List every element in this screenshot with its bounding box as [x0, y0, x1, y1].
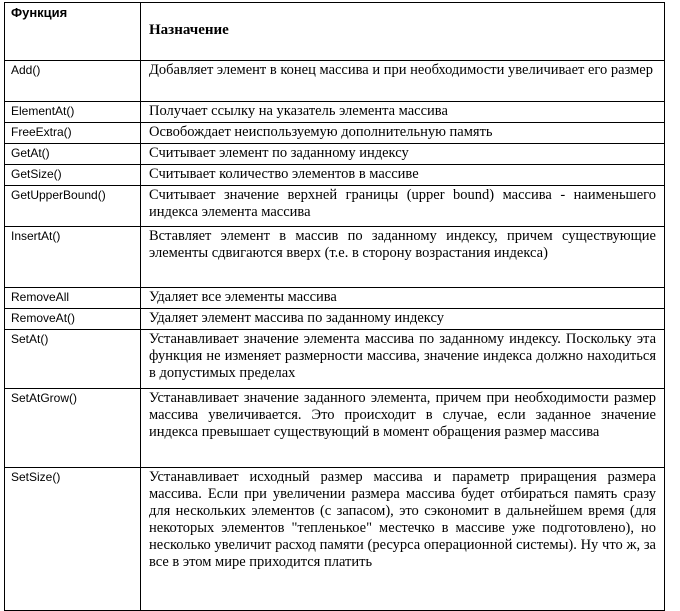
function-description: Устанавливает исходный размер массива и параметр приращения размера массива. Если при увеличении размера массива будет отбираться память сразу для нескольких элементов (с запасом), это сэкономит в дальнейшем время (для некоторых элементов "тепленькое" местечко в массиве уже подготовлено), но несколько увеличит расход памяти (ресурса операционной системы). Ну что ж, за все в этом мире приходится платить	[141, 468, 665, 611]
function-name: InsertAt()	[5, 227, 141, 288]
function-name: GetSize()	[5, 165, 141, 186]
function-description: Удаляет элемент массива по заданному индексу	[141, 309, 665, 330]
function-name: GetUpperBound()	[5, 186, 141, 227]
header-purpose: Назначение	[141, 3, 665, 61]
function-name: RemoveAt()	[5, 309, 141, 330]
function-description: Получает ссылку на указатель элемента массива	[141, 102, 665, 123]
table-row	[5, 389, 665, 468]
function-description: Освобождает неиспользуемую дополнительную память	[141, 123, 665, 144]
table-row	[5, 61, 665, 102]
table-row	[5, 330, 665, 389]
function-name: GetAt()	[5, 144, 141, 165]
table-row	[5, 288, 665, 309]
header-function: Функция	[5, 3, 141, 61]
function-description: Устанавливает значение заданного элемента, причем при необходимости размер массива увеличивается. Это происходит в случае, если заданное значение индекса превышает существующий в момент обращения размер массива	[141, 389, 665, 468]
table-row	[5, 186, 665, 227]
table-row	[5, 468, 665, 611]
table-row	[5, 165, 665, 186]
function-description: Удаляет все элементы массива	[141, 288, 665, 309]
table-row	[5, 102, 665, 123]
functions-table	[4, 2, 665, 611]
function-name: RemoveAll	[5, 288, 141, 309]
function-description: Вставляет элемент в массив по заданному индексу, причем существующие элементы сдвигаются вверх (т.е. в сторону возрастания индекса)	[141, 227, 665, 288]
function-name: FreeExtra()	[5, 123, 141, 144]
function-name: SetAt()	[5, 330, 141, 389]
function-name: SetSize()	[5, 468, 141, 611]
table-row	[5, 144, 665, 165]
function-name: Add()	[5, 61, 141, 102]
function-name: SetAtGrow()	[5, 389, 141, 468]
function-description: Считывает значение верхней границы (upper bound) массива - наименьшего индекса элемента массива	[141, 186, 665, 227]
function-description: Считывает элемент по заданному индексу	[141, 144, 665, 165]
function-description: Добавляет элемент в конец массива и при необходимости увеличивает его размер	[141, 61, 665, 102]
function-description: Считывает количество элементов в массиве	[141, 165, 665, 186]
function-name: ElementAt()	[5, 102, 141, 123]
function-description: Устанавливает значение элемента массива по заданному индексу. Поскольку эта функция не изменяет размерности массива, значение индекса должно находиться в допустимых пределах	[141, 330, 665, 389]
table-row	[5, 123, 665, 144]
table-row	[5, 227, 665, 288]
table-header-row	[5, 3, 665, 61]
table-row	[5, 309, 665, 330]
